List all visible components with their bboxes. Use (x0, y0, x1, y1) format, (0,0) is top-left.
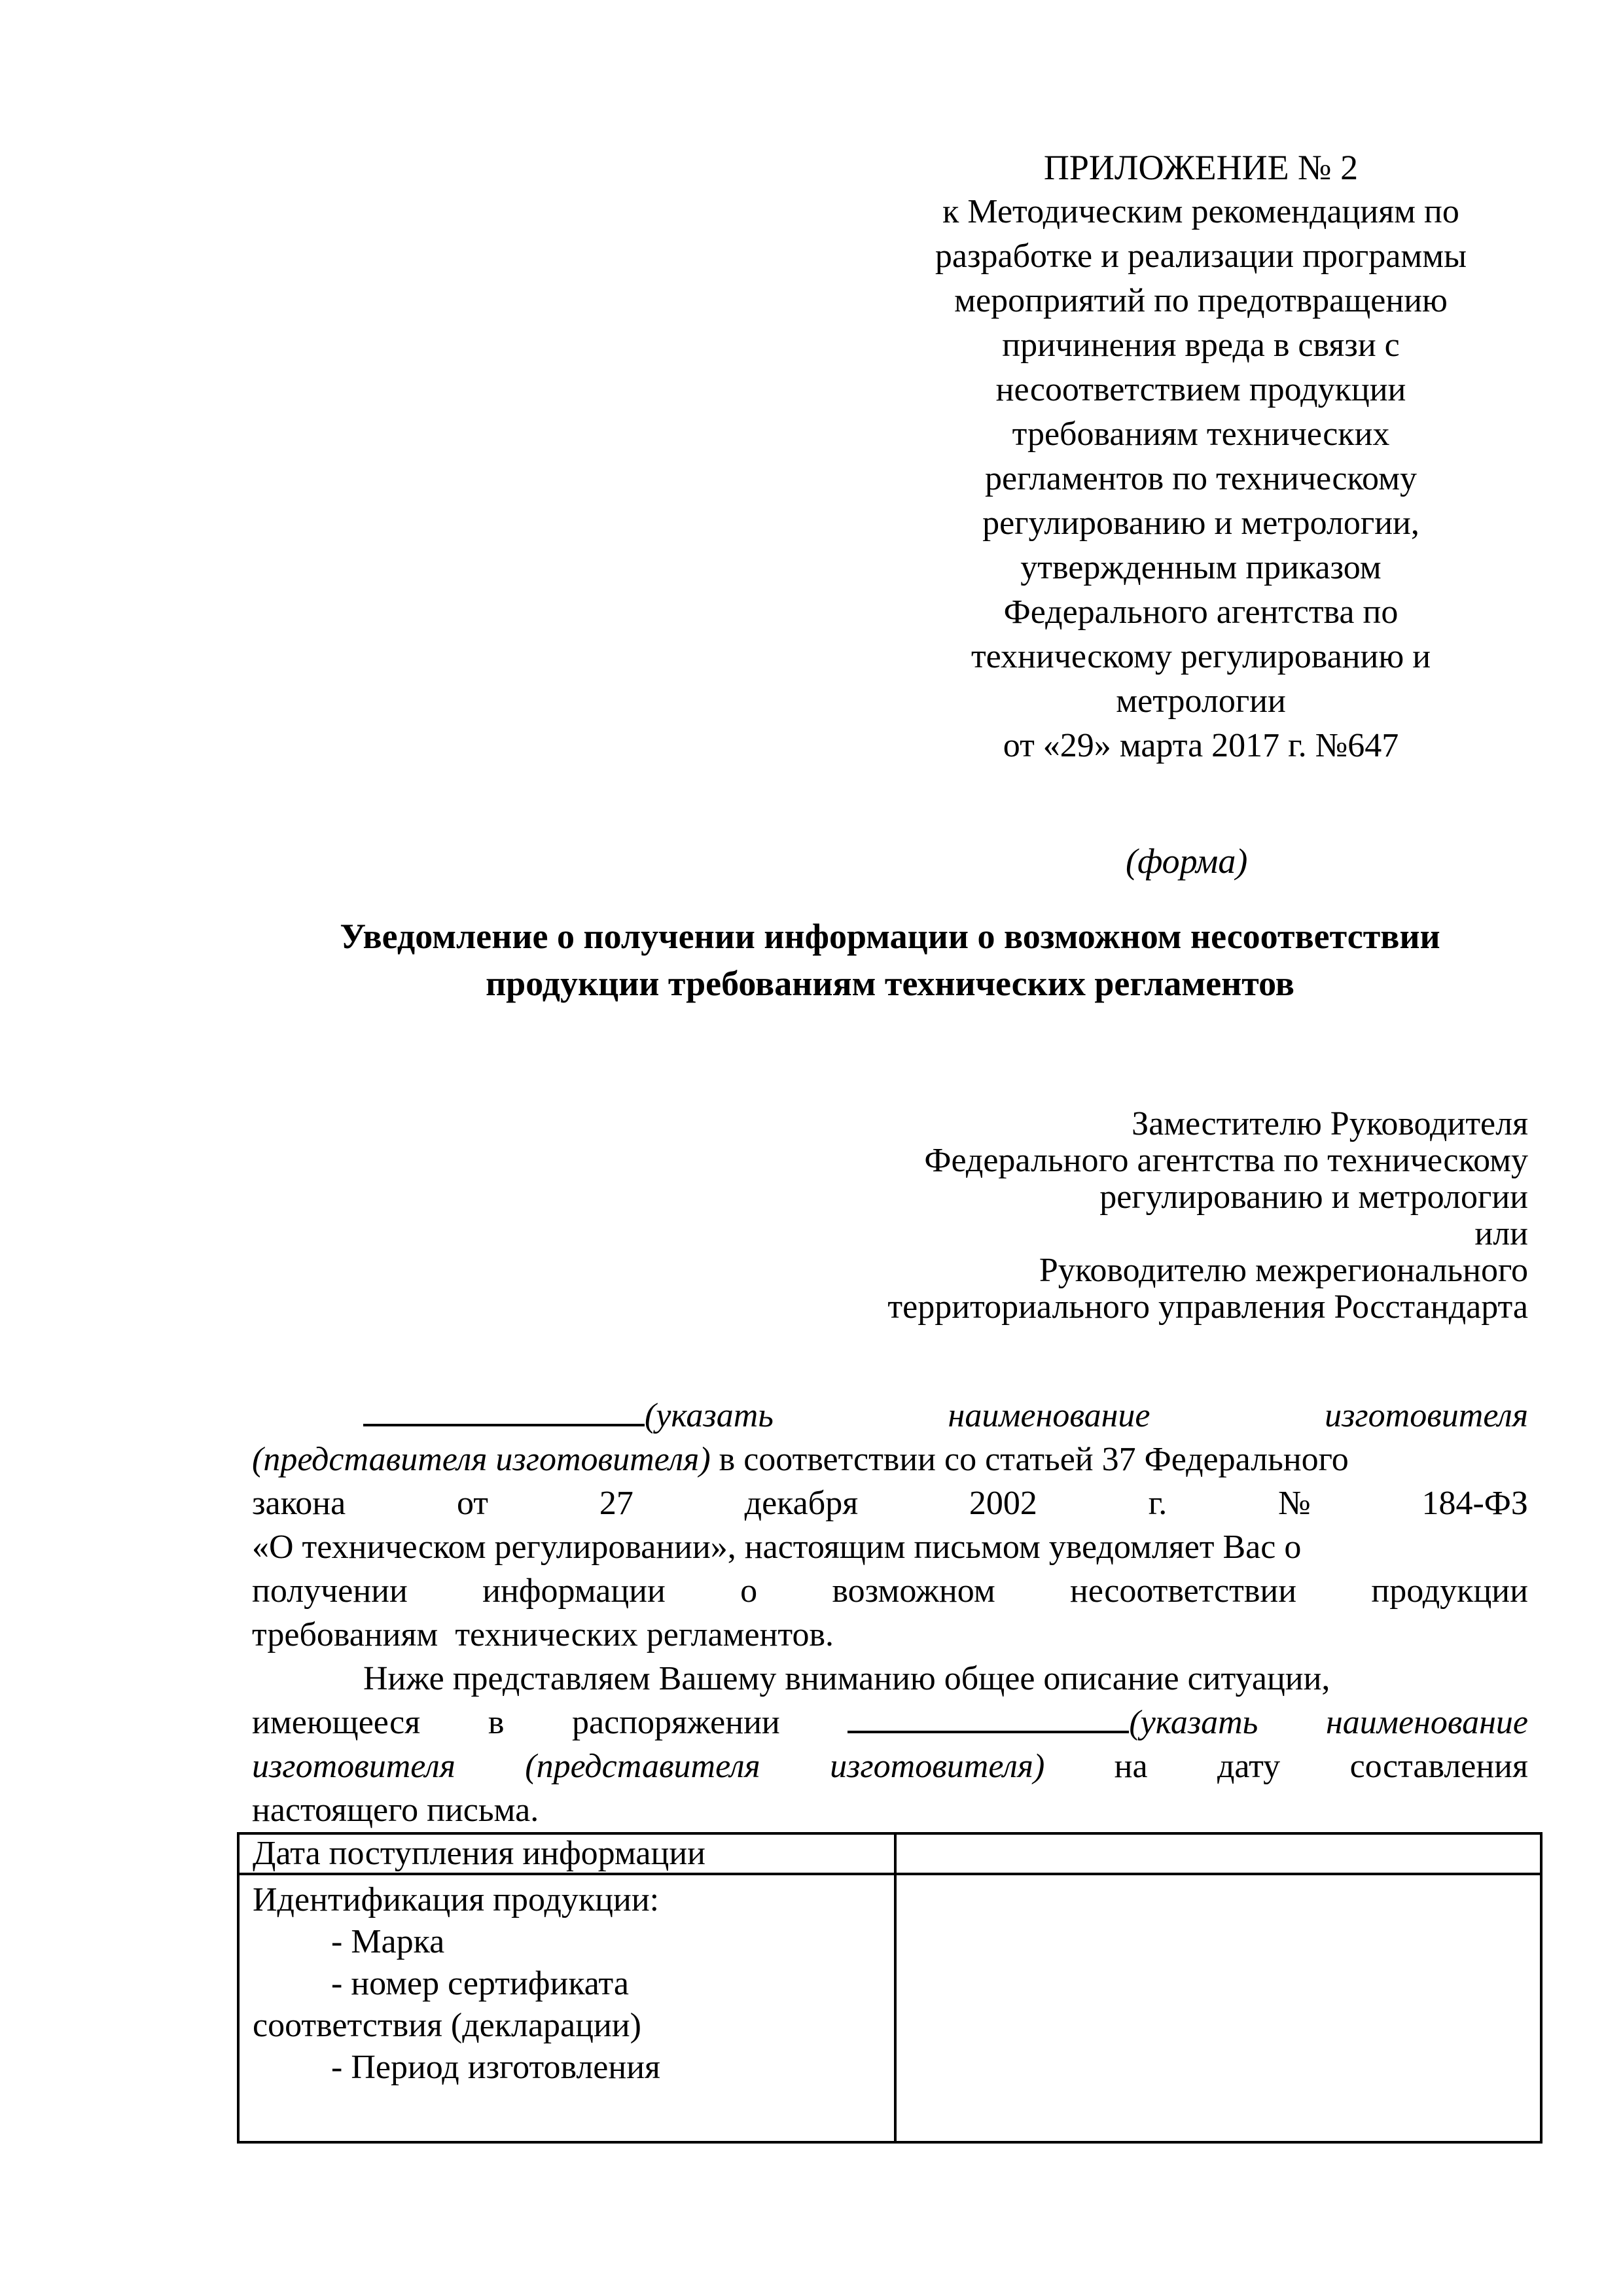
notification-body (252, 1394, 1528, 1832)
addressee-line: Федерального агентства по техническому (924, 1142, 1528, 1179)
appendix-line: Федерального агентства по (1003, 593, 1399, 631)
document-title-line: Уведомление о получении информации о возможном несоответствии (340, 917, 1440, 956)
addressee-line: или (1474, 1215, 1528, 1252)
addressee-line: Заместителю Руководителя (1132, 1105, 1528, 1142)
body-word: декабря (744, 1485, 859, 1522)
paragraph1-line6: требованиям технических регламентов. (252, 1616, 834, 1653)
manufacturer-blank-line[interactable] (847, 1701, 1129, 1733)
addressee-block (753, 1106, 1528, 1326)
paragraph2-line2 (252, 1701, 1528, 1744)
addressee-line: регулированию и метрологии (1099, 1178, 1528, 1216)
document-title-line: продукции требованиям технических регламентов (486, 964, 1294, 1003)
body-word: г. (1148, 1485, 1168, 1522)
appendix-line: причинения вреда в связи с (1002, 327, 1400, 364)
body-word: имеющееся (252, 1704, 421, 1741)
appendix-line: техническому регулированию и (971, 638, 1431, 675)
addressee-line: Руководителю межрегионального (1039, 1252, 1528, 1289)
body-word: 27 (599, 1485, 633, 1522)
body-word: дату (1217, 1748, 1281, 1785)
product-identification-label: Идентификация продукции: (253, 1881, 660, 1918)
instruction-text: изготовителя) (830, 1748, 1045, 1785)
paragraph2-line4: настоящего письма. (252, 1792, 539, 1829)
manufacturer-blank-line[interactable] (363, 1394, 645, 1426)
paragraph1-line5 (252, 1569, 1528, 1613)
paragraph1-line3 (252, 1481, 1528, 1525)
appendix-line: метрологии (1116, 682, 1286, 720)
table-row (238, 1833, 1541, 1874)
body-word: получении (252, 1572, 408, 1610)
certificate-number-item-continued: соответствия (декларации) (253, 2007, 641, 2044)
date-received-label: Дата поступления информации (238, 1833, 895, 1874)
body-word: в (488, 1704, 505, 1741)
body-word: от (456, 1485, 489, 1522)
body-word: о (740, 1572, 758, 1610)
instruction-text: (представителя изготовителя) (252, 1441, 711, 1478)
instruction-text: (указать (1129, 1704, 1258, 1741)
appendix-header (870, 145, 1531, 768)
paragraph1-line1 (252, 1394, 1528, 1438)
appendix-title: ПРИЛОЖЕНИЕ № 2 (1043, 148, 1359, 187)
table-row (238, 1874, 1541, 2142)
instruction-text: наименование (948, 1397, 1150, 1434)
appendix-line: утвержденным приказом (1020, 549, 1382, 586)
information-table (237, 1832, 1543, 2144)
production-period-item: - Период изготовления (331, 2049, 660, 2086)
body-word: возможном (832, 1572, 995, 1610)
body-word: продукции (1371, 1572, 1528, 1610)
appendix-line: к Методическим рекомендациям по (942, 193, 1459, 230)
certificate-number-item: - номер сертификата (331, 1965, 629, 2002)
instruction-text: наименование (1326, 1704, 1528, 1741)
document-title (249, 913, 1531, 1007)
paragraph1-line2 (252, 1438, 1528, 1481)
appendix-line: регулированию и метрологии, (982, 504, 1419, 542)
instruction-text: (представителя (525, 1748, 760, 1785)
body-word: составления (1349, 1748, 1528, 1785)
appendix-date-line: от «29» марта 2017 г. №647 (1003, 727, 1399, 764)
instruction-text: изготовителя (1325, 1397, 1528, 1434)
body-word: несоответствии (1070, 1572, 1297, 1610)
appendix-line: несоответствием продукции (995, 371, 1406, 408)
appendix-line: регламентов по техническому (985, 460, 1417, 497)
body-word: распоряжении (572, 1704, 780, 1741)
body-word: 184-ФЗ (1421, 1485, 1528, 1522)
body-word: № (1278, 1485, 1311, 1522)
product-identification-cell (238, 1874, 895, 2142)
instruction-text: (указать (645, 1397, 774, 1434)
paragraph2-line1: Ниже представляем Вашему вниманию общее описание ситуации, (363, 1660, 1330, 1697)
appendix-line: требованиям технических (1012, 415, 1390, 453)
product-identification-value[interactable] (895, 1874, 1541, 2142)
body-text: в соответствии со статьей 37 Федерального (710, 1441, 1349, 1478)
paragraph1-line4: «О техническом регулировании», настоящим письмом уведомляет Вас о (252, 1528, 1302, 1566)
brand-item: - Марка (331, 1923, 445, 1960)
body-word: 2002 (969, 1485, 1037, 1522)
appendix-line: разработке и реализации программы (935, 238, 1467, 275)
body-word: закона (252, 1485, 346, 1522)
instruction-text: изготовителя (252, 1748, 455, 1785)
date-received-value[interactable] (895, 1833, 1541, 1874)
paragraph2-line3 (252, 1744, 1528, 1788)
body-word: информации (482, 1572, 666, 1610)
appendix-line: мероприятий по предотвращению (954, 282, 1448, 319)
body-word: на (1114, 1748, 1148, 1785)
form-label: (форма) (1126, 841, 1248, 881)
addressee-line: территориального управления Росстандарта (887, 1288, 1528, 1326)
